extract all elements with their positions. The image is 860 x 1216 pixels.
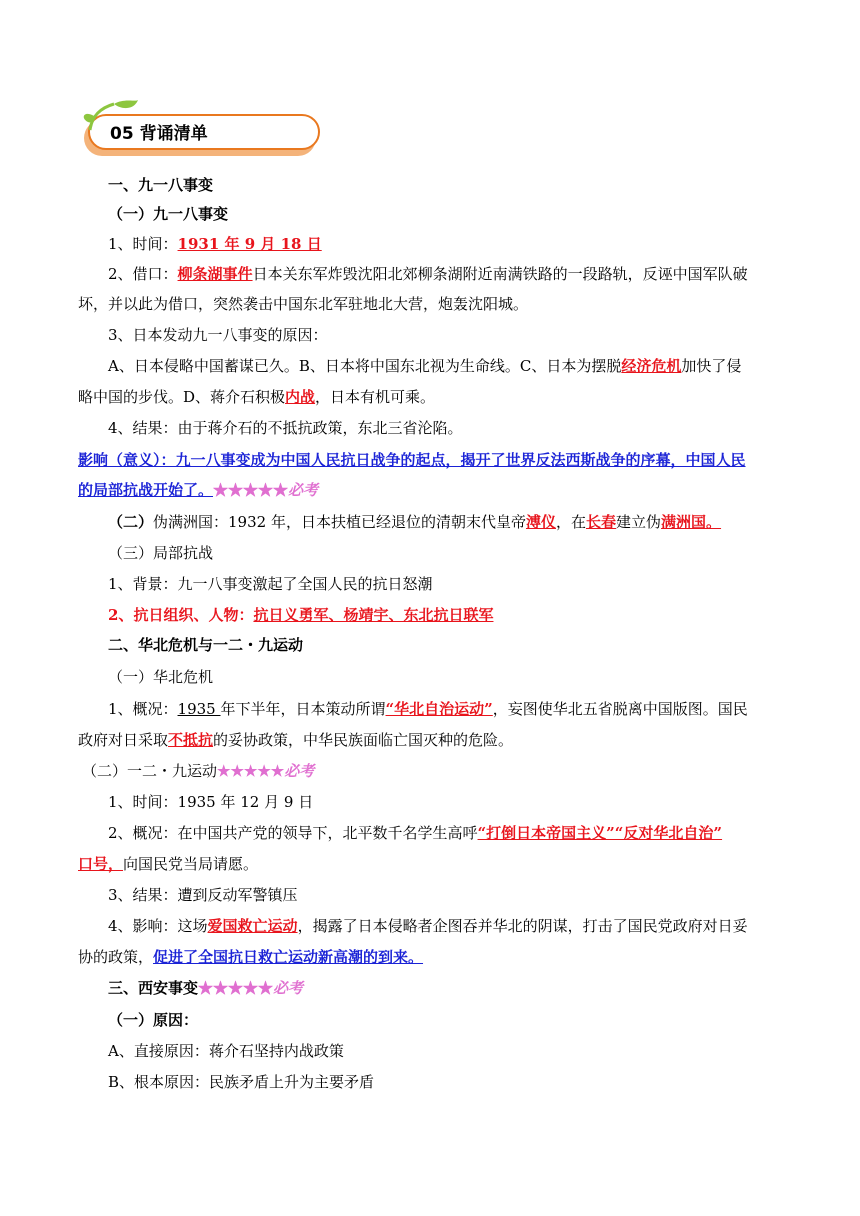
result-line: 4、结果：由于蒋介石的不抵抗政策，东北三省沦陷。 xyxy=(108,419,463,437)
excuse-line-2: 坏，并以此为借口，突然袭击中国东北军驻地北大营，炮轰沈阳城。 xyxy=(78,295,529,313)
org-line: 2、抗日组织、人物：抗日义勇军、杨靖宇、东北抗日联军 xyxy=(108,606,494,624)
must-test-label: 必考 xyxy=(288,481,319,499)
impact-line-2: 的局部抗战开始了。★★★★★必考 xyxy=(78,481,319,499)
subheading-s1-1: （一）九一八事变 xyxy=(108,205,229,223)
general-line-2: 政府对日采取不抵抗的妥协政策，中华民族面临亡国灭种的危险。 xyxy=(78,731,514,749)
impact-line-1: 影响（意义）：九一八事变成为中国人民抗日战争的起点，揭开了世界反法西斯战争的序幕，中国人民 xyxy=(78,451,746,469)
overview-line-2: 口号，向国民党当局请愿。 xyxy=(78,855,259,873)
subheading-s3-1: （一）原因： xyxy=(108,1011,199,1029)
heading-s2: 二、华北危机与一二・九运动 xyxy=(108,636,304,654)
movement-result: 3、结果：遭到反动军警镇压 xyxy=(108,886,298,904)
movement-time: 1、时间：1935 年 12 月 9 日 xyxy=(108,793,314,811)
overview-line-1: 2、概况：在中国共产党的领导下，北平数千名学生高呼“打倒日本帝国主义”“反对华北自治” xyxy=(108,824,723,842)
time-line: 1、时间：1931 年 9 月 18 日 xyxy=(108,235,322,253)
page-title: 05 背诵清单 xyxy=(110,124,208,144)
background-line: 1、背景：九一八事变激起了全国人民的抗日怒潮 xyxy=(108,575,433,593)
manchukuo-line: （二）伪满洲国：1932 年，日本扶植已经退位的清朝末代皇帝溥仪，在长春建立伪满洲国。 xyxy=(108,513,722,531)
cause-heading: 3、日本发动九一八事变的原因： xyxy=(108,326,328,344)
subheading-s1-3: （三）局部抗战 xyxy=(108,544,214,562)
stars-rating: ★★★★★ xyxy=(213,481,289,499)
direct-cause: A、直接原因：蒋介石坚持内战政策 xyxy=(108,1042,344,1060)
cause-line-2: 略中国的步伐。D、蒋介石积极内战，日本有机可乘。 xyxy=(78,388,436,406)
subheading-s2-1: （一）华北危机 xyxy=(108,668,214,686)
root-cause: B、根本原因：民族矛盾上升为主要矛盾 xyxy=(108,1073,375,1091)
movement-impact-2: 协的政策，促进了全国抗日救亡运动新高潮的到来。 xyxy=(78,948,424,966)
heading-s3: 三、西安事变★★★★★必考 xyxy=(108,979,304,997)
subheading-s2-2: （二）一二・九运动★★★★★必考 xyxy=(82,762,315,780)
general-line-1: 1、概况：1935 年下半年，日本策动所谓“华北自治运动”，妄图使华北五省脱离中国版图。国民 xyxy=(108,700,748,718)
movement-impact-1: 4、影响：这场爱国救亡运动，揭露了日本侵略者企图吞并华北的阴谋，打击了国民党政府对日妥 xyxy=(108,917,748,935)
excuse-line: 2、借口：柳条湖事件日本关东军炸毁沈阳北郊柳条湖附近南满铁路的一段路轨，反诬中国军队破 xyxy=(108,265,748,283)
cause-line-1: A、日本侵略中国蓄谋已久。B、日本将中国东北视为生命线。C、日本为摆脱经济危机加快了侵 xyxy=(108,357,742,375)
section-header xyxy=(70,96,270,160)
heading-s1: 一、九一八事变 xyxy=(108,176,214,194)
